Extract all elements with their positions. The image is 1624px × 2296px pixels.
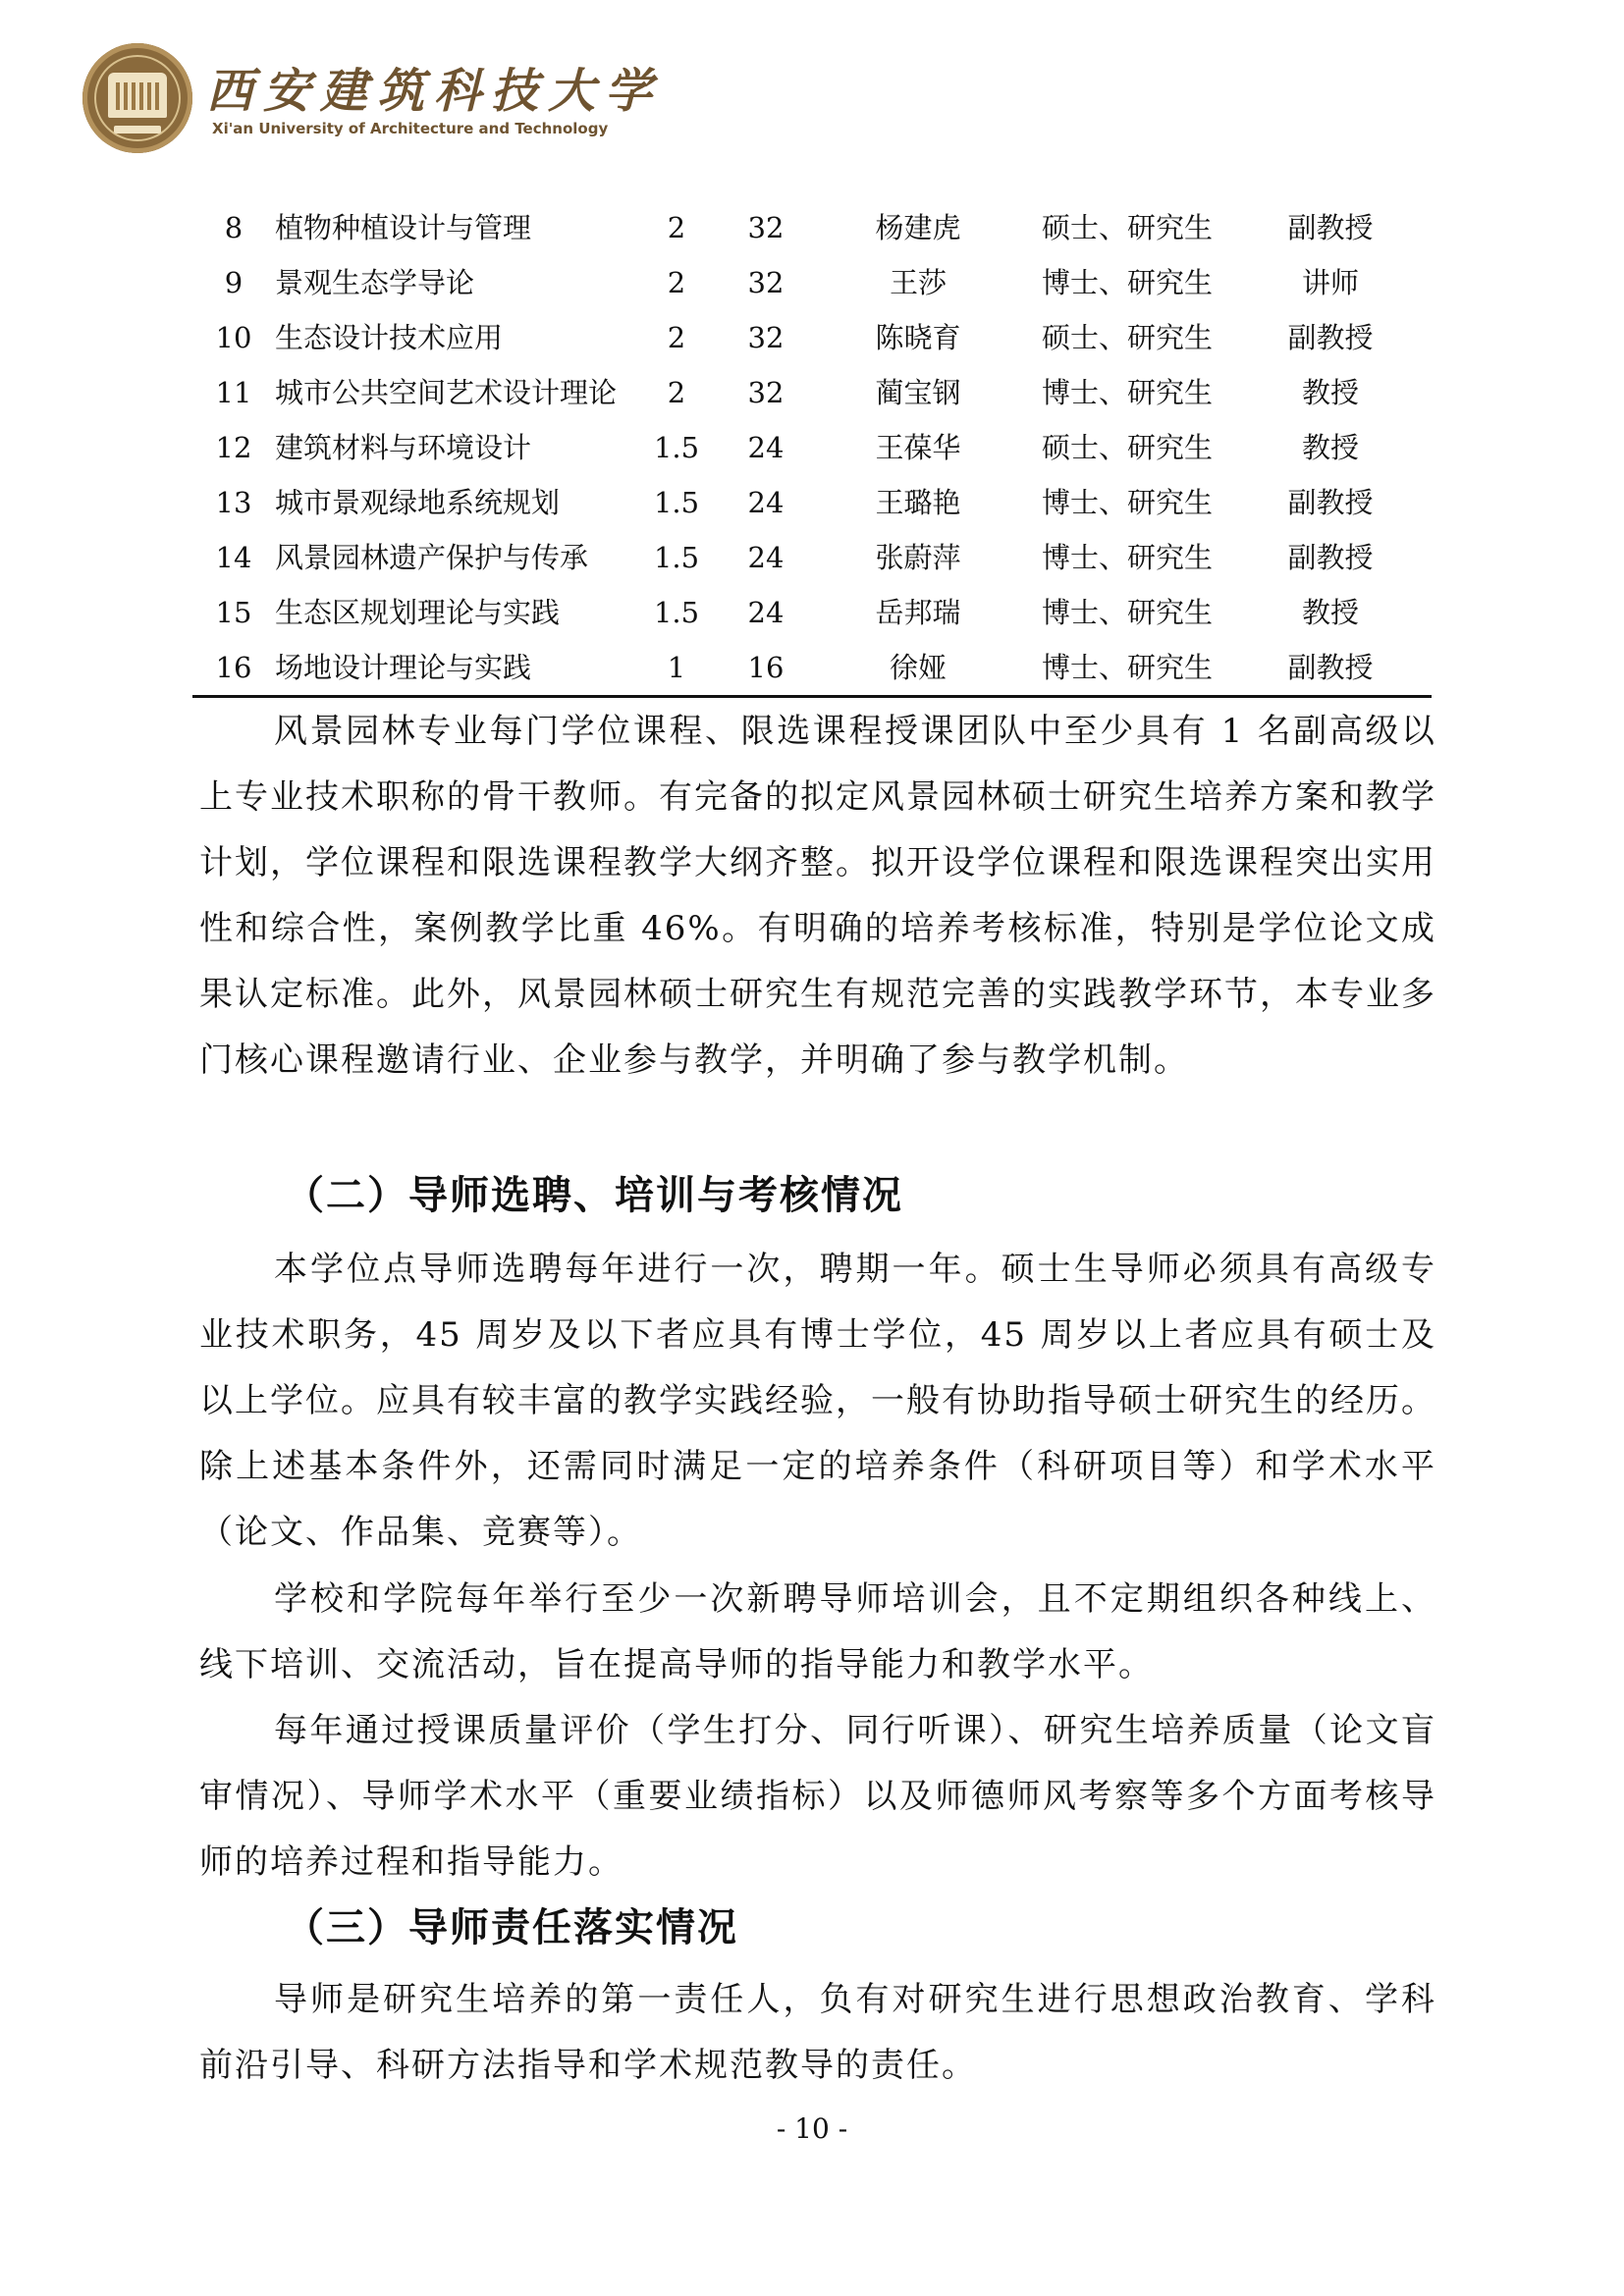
course-hours-cell: 24 — [747, 595, 785, 629]
course-teacher-cell: 王葆华 — [875, 430, 961, 464]
course-teacher-cell: 徐娅 — [811, 640, 1025, 697]
course-title-cell: 副教授 — [1287, 320, 1374, 354]
course-degree-cell: 硕士、研究生 — [1041, 320, 1213, 354]
course-hours-cell: 32 — [747, 210, 785, 244]
course-title-cell: 副教授 — [1287, 485, 1374, 519]
course-degree-cell: 博士、研究生 — [1041, 485, 1213, 519]
course-hours-cell: 24 — [747, 540, 785, 574]
table-row — [192, 585, 1432, 640]
university-name-en: Xi'an University of Architecture and Technology — [212, 120, 609, 137]
course-title-cell: 副教授 — [1287, 540, 1374, 574]
page-number: - 10 - — [776, 2112, 848, 2145]
course-degree-cell: 博士、研究生 — [1025, 640, 1229, 697]
course-teacher-cell: 杨建虎 — [875, 210, 961, 244]
course-credit-cell: 2 — [667, 265, 686, 299]
university-seal-logo — [82, 43, 192, 153]
course-title-cell: 教授 — [1301, 375, 1359, 409]
course-credit-cell: 2 — [667, 320, 686, 354]
course-teacher-cell: 张蔚萍 — [875, 540, 961, 574]
course-hours-cell: 32 — [747, 375, 785, 409]
course-hours-cell: 16 — [721, 640, 811, 697]
paragraph-advisor-assessment: 每年通过授课质量评价（学生打分、同行听课）、研究生培养质量（论文盲审情况）、导师学术水平（重要业绩指标）以及师德师风考察等多个方面考核导师的培养过程和指导能力。 — [199, 1711, 1436, 1882]
course-degree-cell: 博士、研究生 — [1041, 540, 1213, 574]
course-title-cell: 教授 — [1301, 430, 1359, 464]
course-name-cell: 生态设计技术应用 — [275, 320, 504, 354]
course-name-cell: 风景园林遗产保护与传承 — [275, 540, 589, 574]
course-credit-cell: 2 — [667, 210, 686, 244]
course-credit-cell: 2 — [667, 375, 686, 409]
course-title-cell: 教授 — [1301, 595, 1359, 629]
seal-banner-icon — [114, 126, 161, 133]
course-title-cell: 副教授 — [1229, 640, 1432, 697]
paragraph-advisor-responsibility: 导师是研究生培养的第一责任人，负有对研究生进行思想政治教育、学科前沿引导、科研方法指导和学术规范教导的责任。 — [199, 1980, 1436, 2085]
seal-building-icon — [108, 73, 167, 118]
table-row — [192, 365, 1432, 420]
course-number-cell: 8 — [224, 210, 244, 244]
course-name-cell: 城市景观绿地系统规划 — [275, 485, 561, 519]
course-degree-cell: 博士、研究生 — [1041, 265, 1213, 299]
course-name-cell: 植物种植设计与管理 — [275, 210, 532, 244]
paragraph-course-requirements: 风景园林专业每门学位课程、限选课程授课团队中至少具有 1 名副高级以上专业技术职称的骨干教师。有完备的拟定风景园林硕士研究生培养方案和教学计划，学位课程和限选课程教学大纲齐整。拟开设学位课程和限选课程突出实用性和综合性，案例教学比重 46%。有明确的培养考核标准，特别是学位论文成果认定标准。此外，风景园林硕士研究生有规范完善的实践教学环节，本专业多门核心课程邀请行业、企业参与教学，并明确了参与教学机制。 — [199, 712, 1436, 1080]
course-hours-cell: 32 — [747, 320, 785, 354]
table-row — [192, 640, 1432, 697]
course-name-cell: 生态区规划理论与实践 — [275, 595, 561, 629]
course-credit-cell: 1.5 — [653, 430, 700, 464]
course-teacher-cell: 王璐艳 — [875, 485, 961, 519]
university-name-cn: 西安建筑科技大学 — [206, 64, 663, 119]
course-title-cell: 讲师 — [1301, 265, 1359, 299]
course-teacher-cell: 蔺宝钢 — [875, 375, 961, 409]
course-number-cell: 11 — [215, 375, 252, 409]
course-degree-cell: 硕士、研究生 — [1041, 210, 1213, 244]
table-row — [192, 200, 1432, 255]
course-credit-cell: 1.5 — [653, 595, 700, 629]
paragraph-advisor-selection: 本学位点导师选聘每年进行一次，聘期一年。硕士生导师必须具有高级专业技术职务，45 周岁及以下者应具有博士学位，45 周岁以上者应具有硕士及以上学位。应具有较丰富的教学实践经验，一般有协助指导硕士研究生的经历。除上述基本条件外，还需同时满足一定的培养条件（科研项目等）和学术水平（论文、作品集、竞赛等）。 — [199, 1250, 1436, 1552]
course-table — [192, 200, 1432, 698]
course-credit-cell: 1.5 — [653, 540, 700, 574]
course-number-cell: 13 — [215, 485, 252, 519]
course-name-cell: 景观生态学导论 — [275, 265, 475, 299]
section-heading-advisor-selection: （二）导师选聘、培训与考核情况 — [285, 1172, 903, 1218]
course-name-cell: 建筑材料与环境设计 — [275, 430, 532, 464]
page-header — [82, 39, 672, 157]
course-degree-cell: 硕士、研究生 — [1041, 430, 1213, 464]
course-hours-cell: 24 — [747, 430, 785, 464]
course-name-cell: 场地设计理论与实践 — [275, 640, 632, 697]
course-teacher-cell: 陈晓育 — [875, 320, 961, 354]
course-number-cell: 12 — [215, 430, 252, 464]
course-hours-cell: 24 — [747, 485, 785, 519]
table-row — [192, 530, 1432, 585]
course-credit-cell: 1.5 — [653, 485, 700, 519]
course-teacher-cell: 岳邦瑞 — [875, 595, 961, 629]
course-number-cell: 15 — [215, 595, 252, 629]
course-degree-cell: 博士、研究生 — [1041, 375, 1213, 409]
course-number-cell: 10 — [215, 320, 252, 354]
course-credit-cell: 1 — [632, 640, 721, 697]
course-number-cell: 16 — [192, 640, 275, 697]
course-number-cell: 14 — [215, 540, 252, 574]
course-number-cell: 9 — [224, 265, 244, 299]
course-title-cell: 副教授 — [1287, 210, 1374, 244]
course-name-cell: 城市公共空间艺术设计理论 — [275, 375, 618, 409]
course-teacher-cell: 王莎 — [889, 265, 947, 299]
table-row — [192, 255, 1432, 310]
table-row — [192, 310, 1432, 365]
section-heading-advisor-responsibility: （三）导师责任落实情况 — [285, 1904, 738, 1950]
course-degree-cell: 博士、研究生 — [1041, 595, 1213, 629]
table-row — [192, 475, 1432, 530]
course-hours-cell: 32 — [747, 265, 785, 299]
paragraph-advisor-training: 学校和学院每年举行至少一次新聘导师培训会，且不定期组织各种线上、线下培训、交流活动，旨在提高导师的指导能力和教学水平。 — [199, 1579, 1436, 1684]
table-row — [192, 420, 1432, 475]
